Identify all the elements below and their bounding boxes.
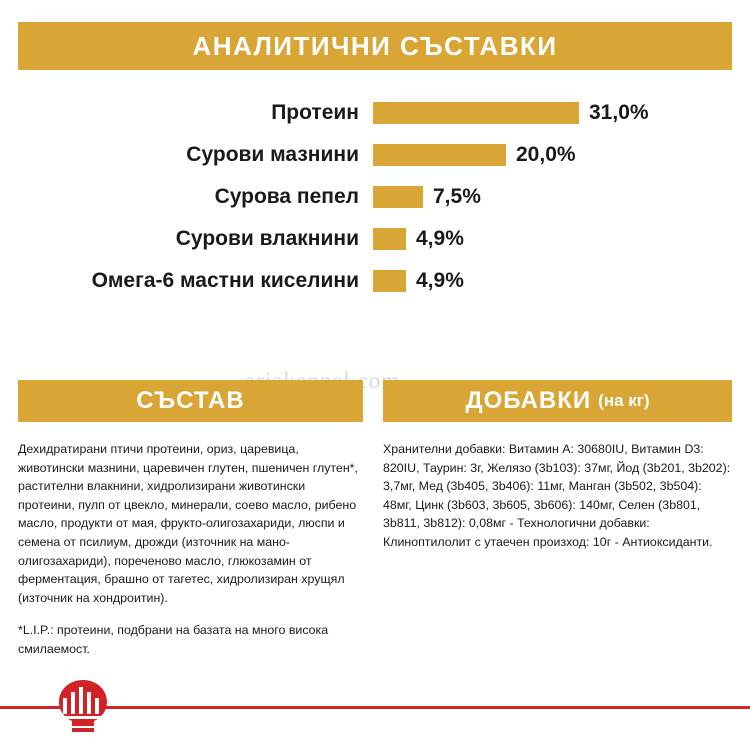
additives-title-main: ДОБАВКИ <box>465 387 592 414</box>
chart-bar-wrap <box>373 185 481 209</box>
composition-footnote: *L.I.P.: протеини, подбрани на базата на много висока смилаемост. <box>18 623 329 657</box>
composition-title: СЪСТАВ <box>18 380 363 422</box>
chart-bar-wrap <box>373 269 464 293</box>
chart-bar-wrap <box>373 227 464 251</box>
chart-bar-wrap <box>373 143 576 167</box>
composition-text: Дехидратирани птичи протеини, ориз, царевица, животински мазнини, царевичен глутен, пшеничен глутен*, растителни влакнини, хидролизирани животински протеини, пулп от цвекло, минерали, соево масло, рибено масло, продукти от мая, фрукто-олигозахариди, люспи и семена от псилиум, дрожди (източник на мано-олигозахариди), пореченово масло, глюкозамин от ферментация, брашно от тагетес, хидролизиран хрущял (източник на хондроитин). <box>18 442 358 605</box>
chart-bar <box>373 102 579 124</box>
additives-title-suffix: (на кг) <box>598 391 650 410</box>
chart-row <box>18 264 732 298</box>
chart-value-label: 20,0% <box>516 143 576 166</box>
chart-bar <box>373 144 506 166</box>
analytic-bar-chart <box>18 96 732 306</box>
chart-bar <box>373 186 423 208</box>
chart-value-label: 4,9% <box>416 269 464 292</box>
additives-text: Хранителни добавки: Витамин A: 30680IU, Витамин D3: 820IU, Таурин: 3г, Желязо (3b103): 37мг, Йод (3b201, 3b202): 3,7мг, Мед (3b405, 3b406): 11мг, Манган (3b502, 3b504): 48мг, Цинк (3b603, 3b605, 3b606): 140мг, Селен (3b801, 3b811, 3b812): 0,08мг - Технологични добавки: Клиноптилолит с утаечен произход: 10г - Антиоксиданти. <box>383 442 731 550</box>
chart-category-label: Сурови влакнини <box>175 227 359 250</box>
chart-category-label: Протеин <box>271 101 359 124</box>
chart-value-label: 4,9% <box>416 227 464 250</box>
chart-category-label: Сурови мазнини <box>186 143 359 166</box>
composition-body <box>18 440 363 659</box>
chart-category-label: Сурова пепел <box>214 185 359 208</box>
additives-section <box>383 380 732 566</box>
chart-row <box>18 222 732 256</box>
royal-canin-logo-icon <box>48 678 118 734</box>
chart-row <box>18 96 732 130</box>
chart-row <box>18 180 732 214</box>
chart-row <box>18 138 732 172</box>
additives-title <box>383 380 732 422</box>
additives-body <box>383 440 732 552</box>
chart-bar <box>373 270 406 292</box>
composition-section <box>18 380 363 673</box>
chart-bar-wrap <box>373 101 649 125</box>
analytic-section-title: АНАЛИТИЧНИ СЪСТАВКИ <box>18 22 732 70</box>
chart-bar <box>373 228 406 250</box>
chart-value-label: 31,0% <box>589 101 649 124</box>
chart-category-label: Омега-6 мастни киселини <box>91 269 359 292</box>
chart-value-label: 7,5% <box>433 185 481 208</box>
